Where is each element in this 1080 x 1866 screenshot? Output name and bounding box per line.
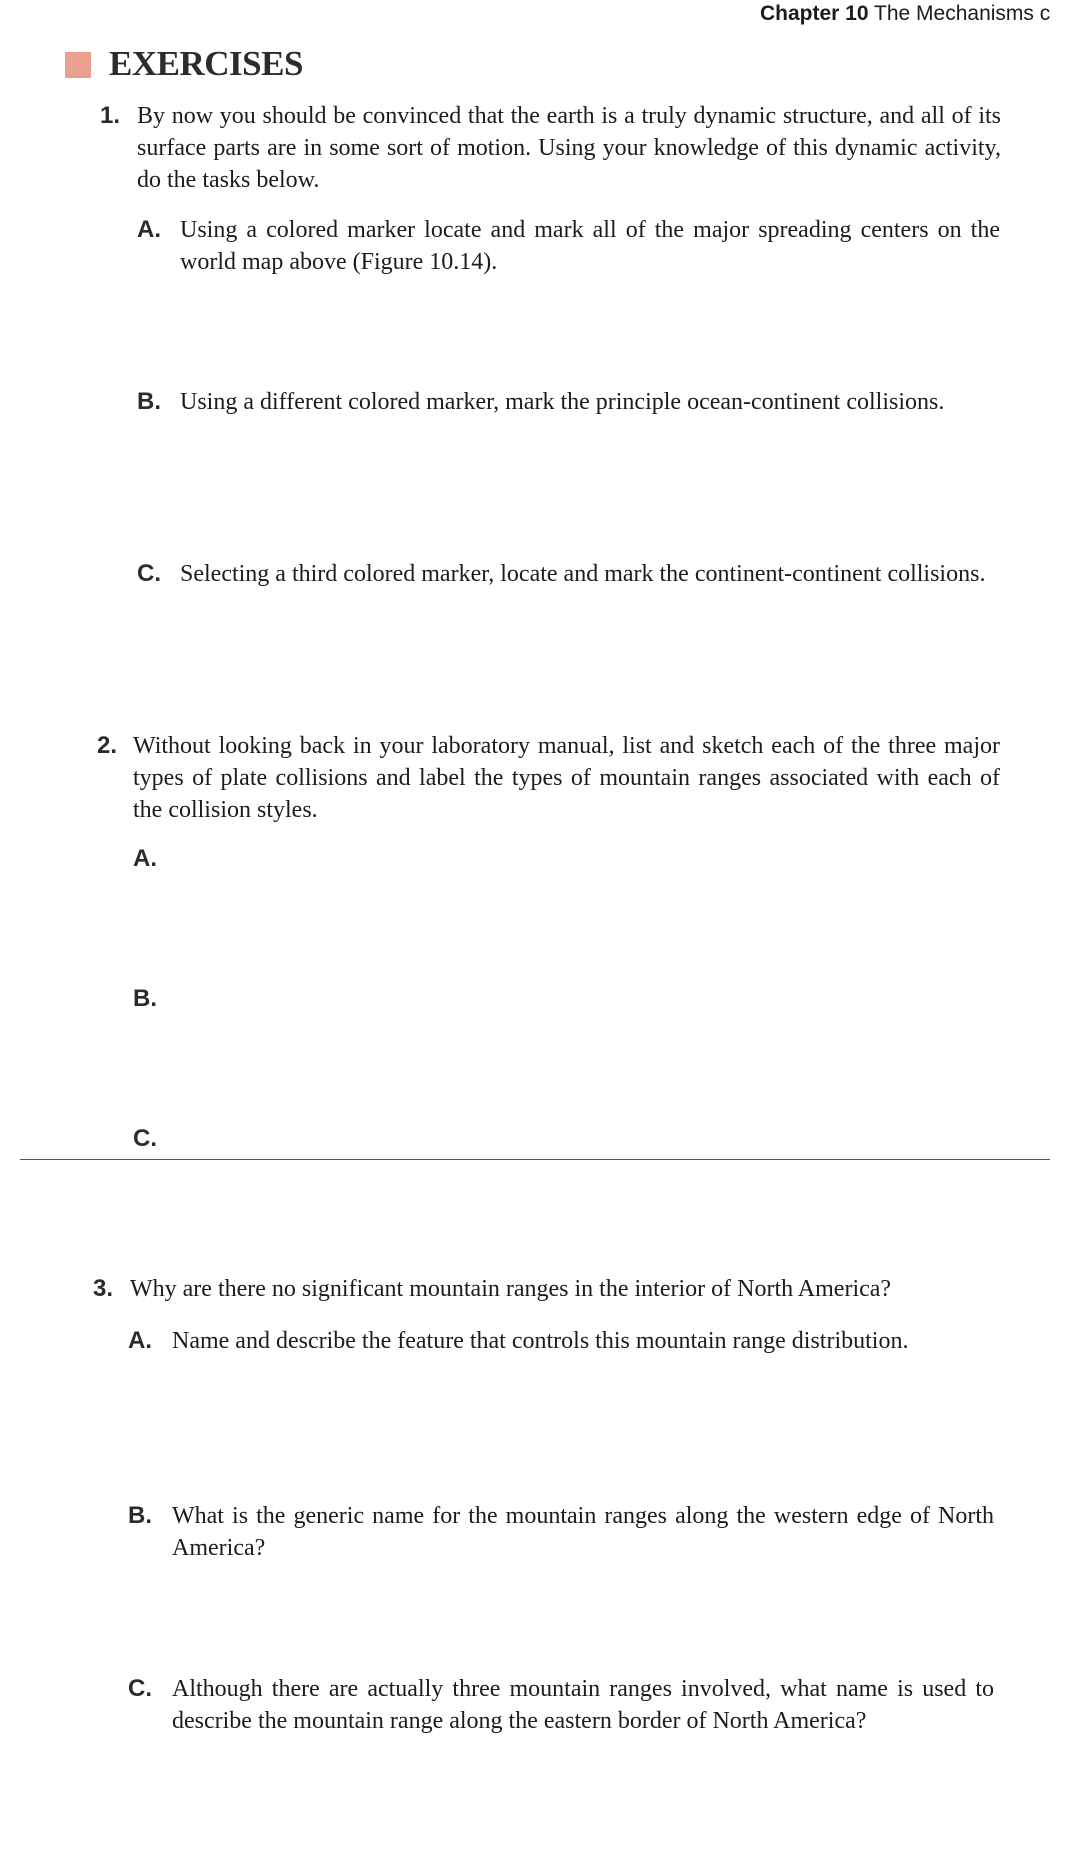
question-2c-label: C.: [133, 1125, 157, 1152]
question-2a-label: A.: [133, 845, 157, 872]
question-2b-label: B.: [133, 985, 157, 1012]
question-2-number: 2.: [97, 732, 118, 759]
question-1c-label: C.: [137, 560, 161, 587]
question-2-text: Without looking back in your laboratory manual, list and sketch each of the three major types of plate collisions and label the types of mountain ranges associated with each of the collision styles.: [133, 733, 1000, 823]
section-title: EXERCISES: [109, 44, 303, 83]
question-3b-text: What is the generic name for the mountain ranges along the western edge of North America?: [172, 1503, 994, 1561]
question-3a-text: Name and describe the feature that controls this mountain range distribution.: [172, 1328, 909, 1354]
section-marker-square: [65, 52, 91, 78]
question-3b-label: B.: [128, 1502, 152, 1529]
question-3-text: Why are there no significant mountain ranges in the interior of North America?: [130, 1276, 892, 1302]
question-1a-text: Using a colored marker locate and mark all of the major spreading centers on the world map above (Figure 10.14).: [180, 217, 1000, 275]
chapter-title: The Mechanisms c: [874, 2, 1051, 25]
running-header: [760, 2, 1050, 26]
question-3-number: 3.: [93, 1275, 114, 1302]
question-1a-label: A.: [137, 216, 161, 243]
question-1-number: 1.: [100, 102, 121, 129]
horizontal-divider: [20, 1159, 1050, 1160]
question-3c-label: C.: [128, 1675, 152, 1702]
chapter-number: Chapter 10: [760, 2, 869, 25]
question-1-text: By now you should be convinced that the earth is a truly dynamic structure, and all of its surface parts are in some sort of motion. Using your knowledge of this dynamic activity, do the tasks below.: [137, 103, 1001, 193]
question-1b-label: B.: [137, 388, 161, 415]
question-1c-text: Selecting a third colored marker, locate and mark the continent-continent collisions.: [180, 561, 986, 587]
question-1b-text: Using a different colored marker, mark the principle ocean-continent collisions.: [180, 389, 945, 415]
question-3a-label: A.: [128, 1327, 152, 1354]
question-3c-text: Although there are actually three mountain ranges involved, what name is used to describe the mountain range along the eastern border of North America?: [172, 1676, 994, 1734]
